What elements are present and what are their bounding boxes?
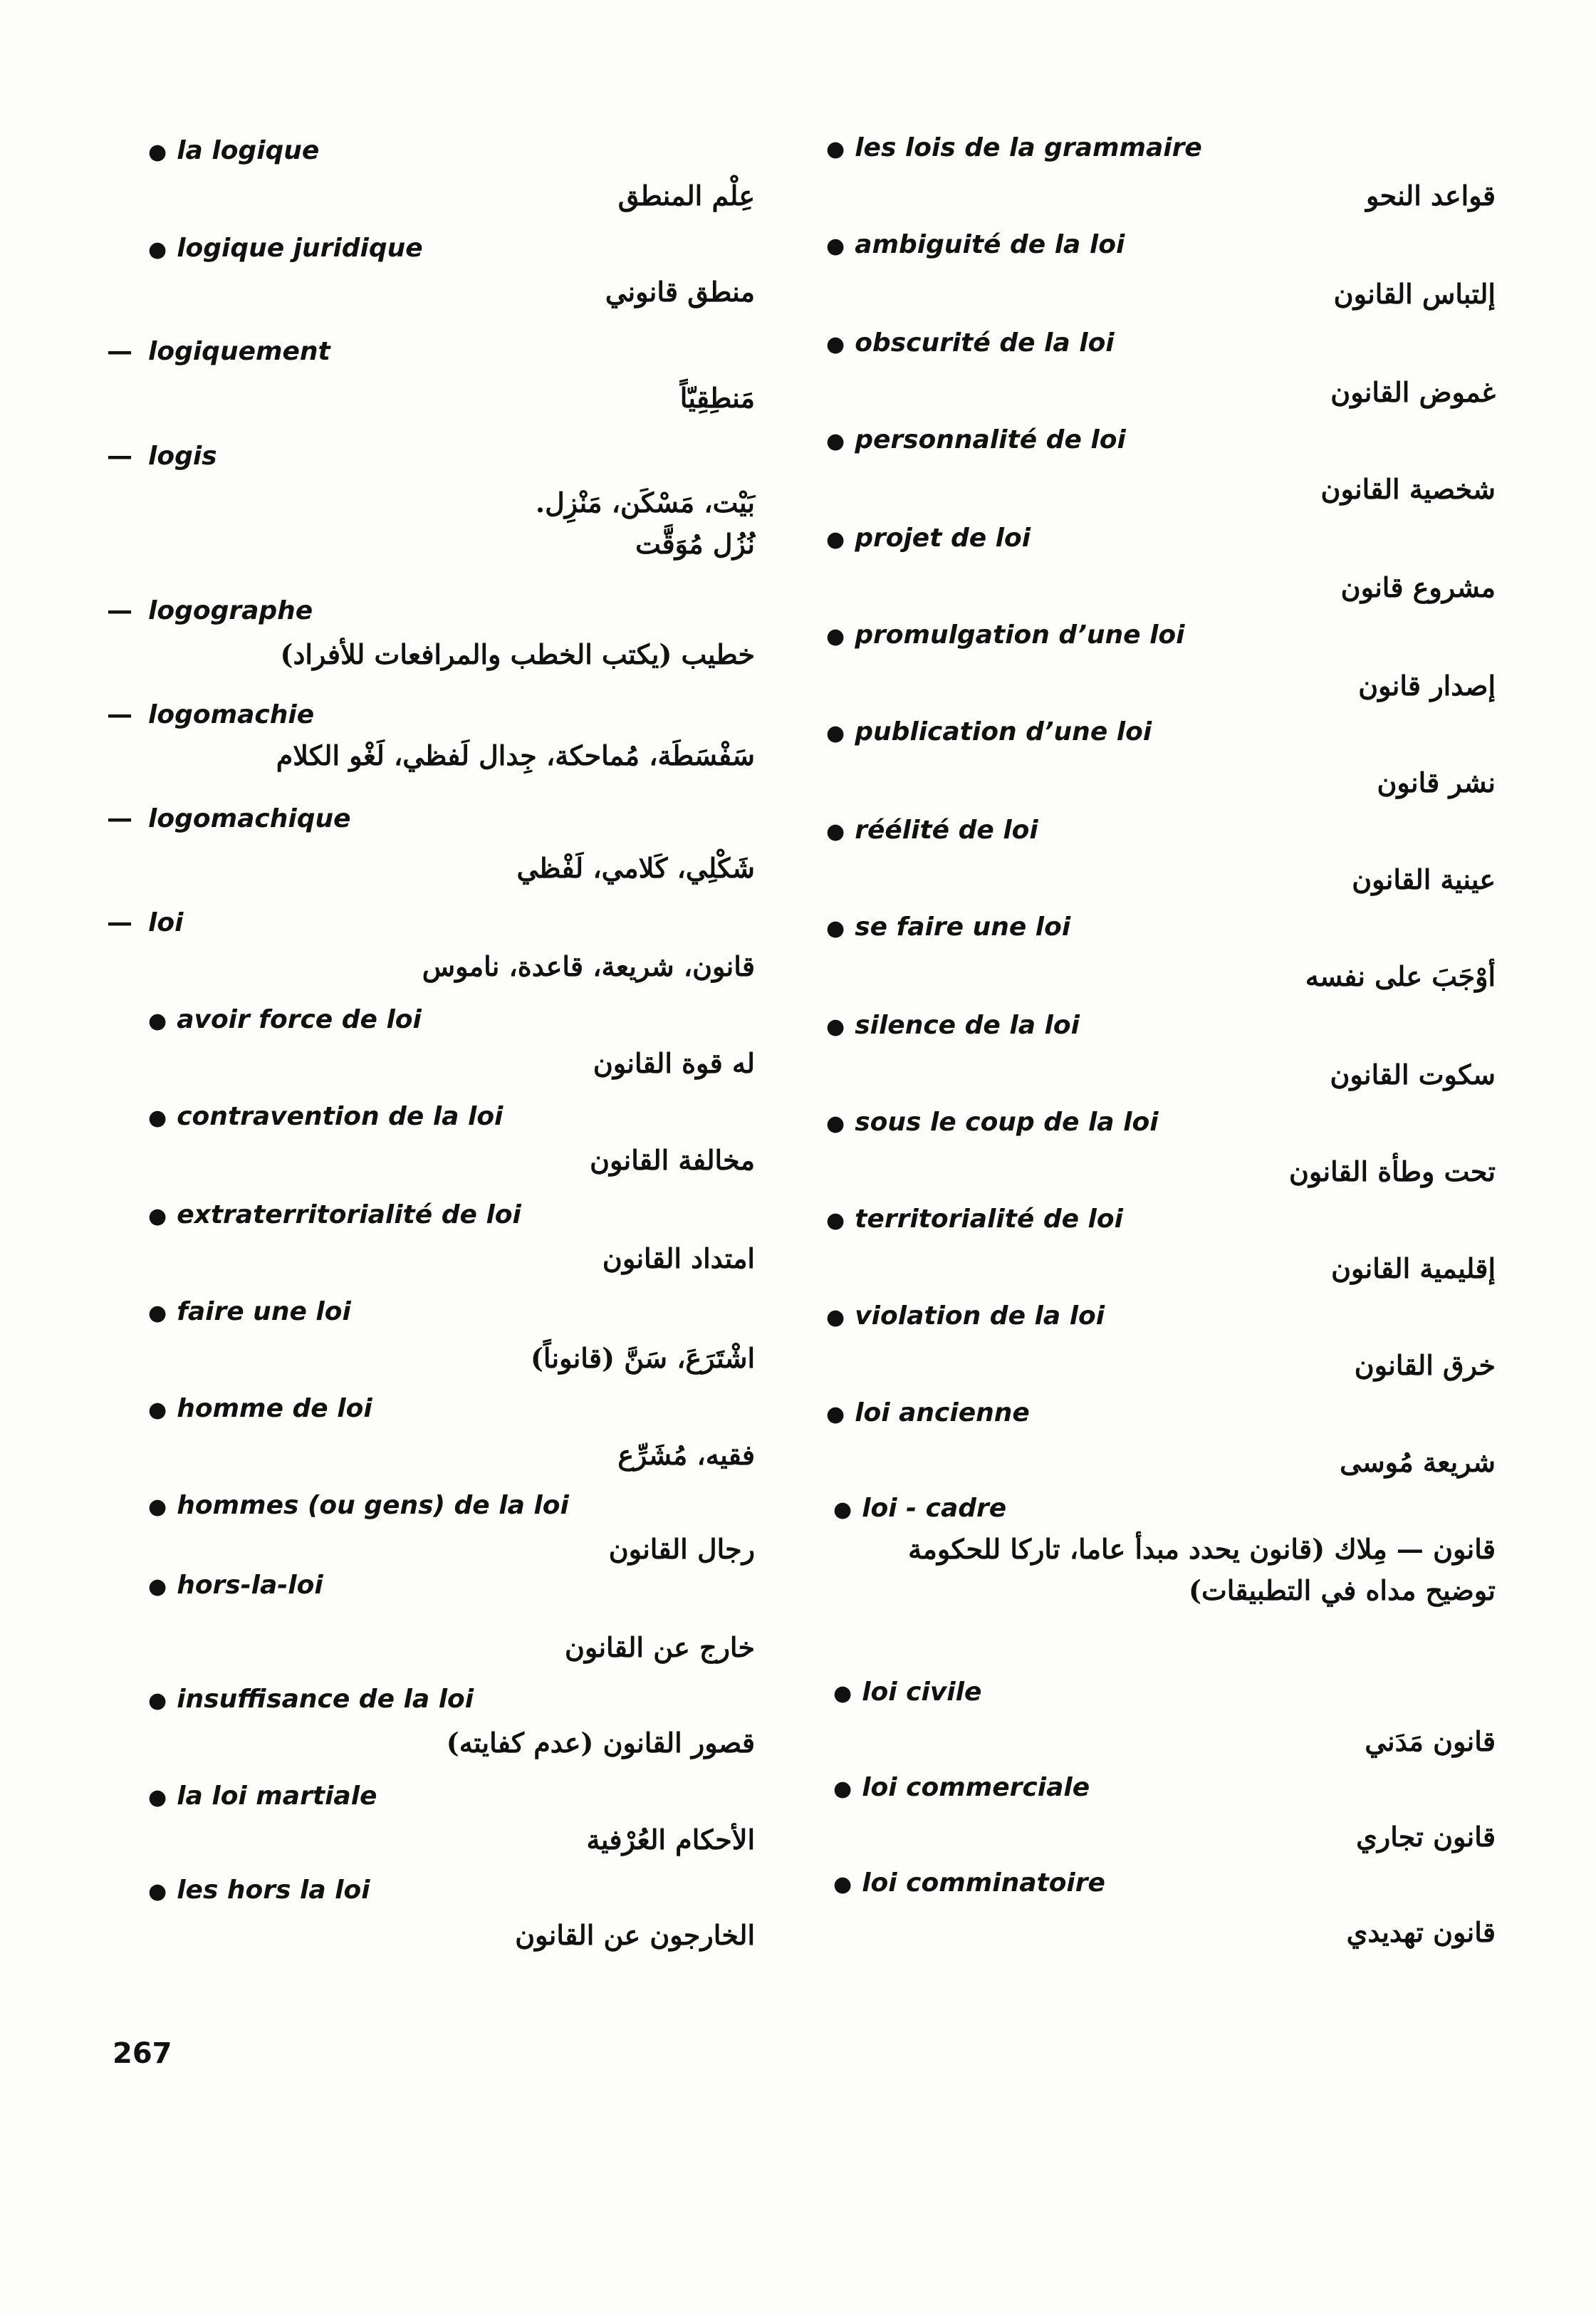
- french-term: ● violation de la loi: [826, 1301, 1105, 1331]
- arabic-translation: منطق قانوني: [605, 276, 755, 308]
- french-term: ● loi commerciale: [833, 1773, 1090, 1802]
- french-headword: — loi: [107, 908, 184, 937]
- french-term: ● loi civile: [833, 1677, 982, 1707]
- french-term: ● homme de loi: [148, 1394, 372, 1423]
- french-term: ● loi - cadre: [833, 1494, 1007, 1523]
- french-term: ● ambiguité de la loi: [826, 230, 1125, 259]
- arabic-translation: قانون تجاري: [1356, 1821, 1496, 1853]
- french-term: ● les hors la loi: [148, 1876, 370, 1905]
- arabic-translation: أوْجَبَ على نفسه: [1305, 960, 1496, 992]
- page-number: 267: [113, 2037, 172, 2070]
- arabic-translation: خطيب (يكتب الخطب والمرافعات للأفراد): [280, 638, 755, 670]
- arabic-translation: سَفْسَطَة، مُماحكة، جِدال لَفظي، لَغْو الكلام: [276, 739, 755, 771]
- arabic-translation: الخارجون عن القانون: [515, 1919, 755, 1951]
- french-term: ● avoir force de loi: [148, 1005, 422, 1034]
- french-term: ● personnalité de loi: [826, 425, 1126, 454]
- french-term: ● territorialité de loi: [826, 1205, 1123, 1234]
- arabic-translation: مخالفة القانون: [590, 1144, 755, 1176]
- french-headword: — logis: [107, 442, 217, 471]
- french-headword: — logographe: [107, 596, 313, 625]
- arabic-translation: غموض القانون: [1330, 376, 1496, 408]
- arabic-translation: إقليمية القانون: [1331, 1252, 1496, 1284]
- arabic-translation: تحت وطأة القانون: [1288, 1155, 1496, 1187]
- french-term: ● se faire une loi: [826, 912, 1071, 942]
- french-term: ● réélité de loi: [826, 816, 1038, 845]
- french-term: ● projet de loi: [826, 524, 1031, 553]
- french-term: ● logique juridique: [148, 234, 423, 263]
- french-term: ● sous le coup de la loi: [826, 1108, 1159, 1137]
- arabic-translation: قواعد النحو: [1366, 180, 1496, 212]
- arabic-translation-line2: نُزُل مُوَقَّت: [635, 528, 755, 560]
- arabic-translation: عينية القانون: [1352, 863, 1496, 895]
- arabic-translation: شَكْلِي، كَلامي، لَفْظي: [516, 852, 755, 884]
- arabic-translation: عِلْم المنطق: [617, 180, 755, 212]
- arabic-translation: رجال القانون: [608, 1533, 755, 1565]
- french-headword: — logiquement: [107, 337, 330, 366]
- arabic-translation: شخصية القانون: [1320, 473, 1496, 505]
- arabic-translation: إلتباس القانون: [1333, 278, 1496, 310]
- arabic-translation: امتداد القانون: [602, 1242, 755, 1274]
- arabic-translation: شريعة مُوسى: [1340, 1446, 1496, 1478]
- french-term: ● promulgation d’une loi: [826, 620, 1185, 650]
- french-term: ● la logique: [148, 136, 320, 165]
- french-term: ● insuffisance de la loi: [148, 1685, 474, 1714]
- arabic-translation: مَنطِقِيّاً: [679, 382, 755, 414]
- french-term: ● hommes (ou gens) de la loi: [148, 1491, 569, 1520]
- french-term: ● loi comminatoire: [833, 1868, 1105, 1898]
- arabic-translation: قصور القانون (عدم كفايته): [446, 1727, 755, 1759]
- arabic-translation: له قوة القانون: [593, 1047, 755, 1079]
- french-term: ● hors-la-loi: [148, 1571, 323, 1600]
- arabic-translation: بَيْت، مَسْكَن، مَنْزِل.: [535, 487, 755, 519]
- arabic-translation: إصدار قانون: [1358, 670, 1496, 702]
- french-term: ● obscurité de la loi: [826, 328, 1115, 358]
- french-headword: — logomachique: [107, 804, 351, 833]
- french-term: ● silence de la loi: [826, 1011, 1080, 1040]
- french-term: ● contravention de la loi: [148, 1102, 504, 1131]
- arabic-translation: خارج عن القانون: [564, 1631, 755, 1663]
- french-term: ● loi ancienne: [826, 1398, 1030, 1427]
- arabic-translation: سكوت القانون: [1330, 1058, 1496, 1091]
- arabic-translation: اشْتَرَعَ، سَنَّ (قانوناً): [530, 1342, 755, 1374]
- french-term: ● la loi martiale: [148, 1781, 377, 1811]
- arabic-translation: الأحكام العُرْفية: [586, 1824, 755, 1856]
- arabic-translation: قانون، شريعة، قاعدة، ناموس: [422, 950, 755, 982]
- arabic-translation: نشر قانون: [1377, 766, 1496, 798]
- french-headword: — logomachie: [107, 700, 315, 729]
- french-term: ● publication d’une loi: [826, 717, 1152, 746]
- french-term: ● extraterritorialité de loi: [148, 1200, 521, 1229]
- arabic-translation: قانون — مِلاك (قانون يحدد مبدأ عاما، تاركا للحكومة توضيح مداه في التطبيقات): [908, 1533, 1496, 1606]
- arabic-translation: قانون تهديدي: [1346, 1916, 1496, 1948]
- arabic-translation: مشروع قانون: [1340, 571, 1496, 603]
- french-term: ● les lois de la grammaire: [826, 133, 1202, 162]
- french-term: ● faire une loi: [148, 1297, 351, 1326]
- arabic-translation: فقيه، مُشَرِّع: [617, 1439, 755, 1471]
- arabic-translation: قانون مَدَني: [1365, 1725, 1496, 1757]
- arabic-translation: خرق القانون: [1354, 1349, 1496, 1381]
